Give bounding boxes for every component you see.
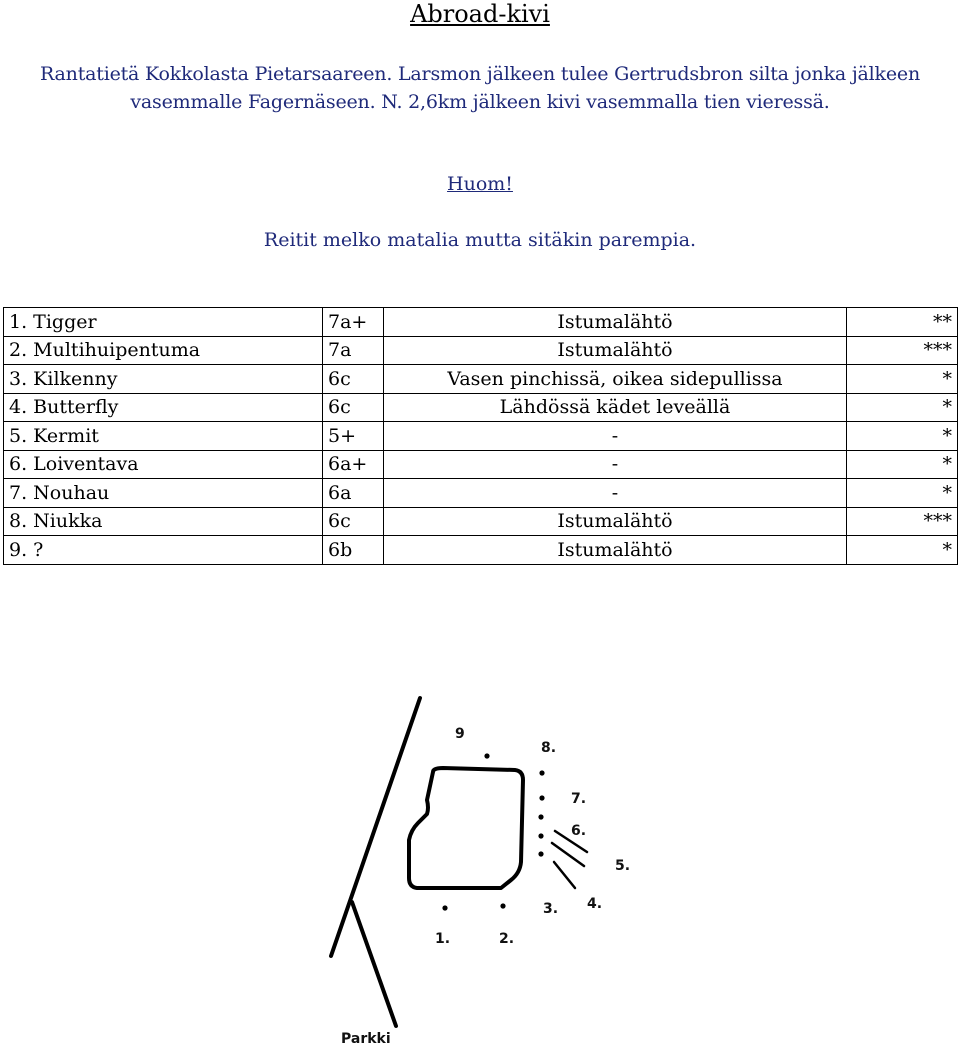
route-row bbox=[4, 365, 958, 394]
route-dot-8b bbox=[539, 795, 544, 800]
route-row bbox=[4, 450, 958, 479]
route-description-cell: Lähdössä kädet leveällä bbox=[384, 393, 847, 422]
route-stars-cell: * bbox=[847, 393, 958, 422]
route-description-cell: Istumalähtö bbox=[384, 536, 847, 565]
route-stars-cell: * bbox=[847, 536, 958, 565]
note-heading bbox=[0, 171, 960, 197]
map-label-7: 7. bbox=[571, 791, 587, 807]
route-row bbox=[4, 393, 958, 422]
route-grade-cell: 6c bbox=[323, 507, 384, 536]
route-stars-cell: ** bbox=[847, 308, 958, 337]
boulder-map bbox=[325, 640, 665, 1061]
route-row bbox=[4, 507, 958, 536]
route-stars-cell: * bbox=[847, 365, 958, 394]
route-row bbox=[4, 536, 958, 565]
route-name-cell: 5. Kermit bbox=[4, 422, 323, 451]
route-stars-cell: * bbox=[847, 479, 958, 508]
route-grade-cell: 6c bbox=[323, 393, 384, 422]
route-description-cell: Istumalähtö bbox=[384, 336, 847, 365]
route-description-cell: - bbox=[384, 450, 847, 479]
route-row bbox=[4, 308, 958, 337]
route-dot-7 bbox=[538, 814, 543, 819]
route-grade-cell: 6a+ bbox=[323, 450, 384, 479]
route-description-cell: - bbox=[384, 479, 847, 508]
route-dot-6a bbox=[538, 833, 543, 838]
route-name-cell: 9. ? bbox=[4, 536, 323, 565]
route-dot-9 bbox=[484, 753, 489, 758]
note-heading-text: Huom! bbox=[447, 173, 513, 195]
route-grade-cell: 6c bbox=[323, 365, 384, 394]
route-grade-cell: 7a bbox=[323, 336, 384, 365]
route-grade-cell: 6b bbox=[323, 536, 384, 565]
note-text: Reitit melko matalia mutta sitäkin parempia. bbox=[263, 229, 697, 251]
parking-label: Parkki bbox=[341, 1031, 391, 1047]
route-name-cell: 1. Tigger bbox=[4, 308, 323, 337]
page-title bbox=[0, 0, 960, 28]
map-label-8: 8. bbox=[541, 740, 557, 756]
route-row bbox=[4, 336, 958, 365]
route-dot-1 bbox=[442, 905, 447, 910]
map-label-3: 3. bbox=[543, 901, 559, 917]
route-grade-cell: 5+ bbox=[323, 422, 384, 451]
route-name-cell: 3. Kilkenny bbox=[4, 365, 323, 394]
route-stars-cell: * bbox=[847, 450, 958, 479]
route-grade-cell: 6a bbox=[323, 479, 384, 508]
route-description-cell: Vasen pinchissä, oikea sidepullissa bbox=[384, 365, 847, 394]
map-label-2: 2. bbox=[499, 931, 515, 947]
map-label-6: 6. bbox=[571, 823, 587, 839]
route-row bbox=[4, 479, 958, 508]
boulder-map-drawing bbox=[325, 640, 665, 1061]
page-title-text: Abroad-kivi bbox=[410, 0, 550, 28]
directions-paragraph: Rantatietä Kokkolasta Pietarsaareen. Larsmon jälkeen tulee Gertrudsbron silta jonka jälkeen vasemmalle Fagernäseen. N. 2,6km jälkeen kivi vasemmalla tien vieressä. bbox=[40, 63, 920, 113]
route-name-cell: 7. Nouhau bbox=[4, 479, 323, 508]
route-name-cell: 6. Loiventava bbox=[4, 450, 323, 479]
routes-table bbox=[3, 307, 958, 565]
map-label-9: 9 bbox=[455, 726, 465, 742]
route-dot-2 bbox=[500, 903, 505, 908]
route-name-cell: 4. Butterfly bbox=[4, 393, 323, 422]
route-dot-6b bbox=[538, 851, 543, 856]
routes-table-body bbox=[4, 308, 958, 565]
route-line-4 bbox=[554, 862, 575, 888]
route-name-cell: 2. Multihuipentuma bbox=[4, 336, 323, 365]
route-row bbox=[4, 422, 958, 451]
route-dot-8a bbox=[539, 770, 544, 775]
road-line-upper bbox=[331, 698, 420, 956]
route-name-cell: 8. Niukka bbox=[4, 507, 323, 536]
route-stars-cell: * bbox=[847, 422, 958, 451]
route-grade-cell: 7a+ bbox=[323, 308, 384, 337]
route-description-cell: Istumalähtö bbox=[384, 507, 847, 536]
route-stars-cell: *** bbox=[847, 507, 958, 536]
map-label-1: 1. bbox=[435, 931, 451, 947]
route-stars-cell: *** bbox=[847, 336, 958, 365]
route-description-cell: - bbox=[384, 422, 847, 451]
boulder-outline bbox=[409, 768, 523, 888]
route-description-cell: Istumalähtö bbox=[384, 308, 847, 337]
road-line-lower bbox=[352, 902, 396, 1026]
map-label-4: 4. bbox=[587, 896, 603, 912]
map-label-5: 5. bbox=[615, 858, 631, 874]
